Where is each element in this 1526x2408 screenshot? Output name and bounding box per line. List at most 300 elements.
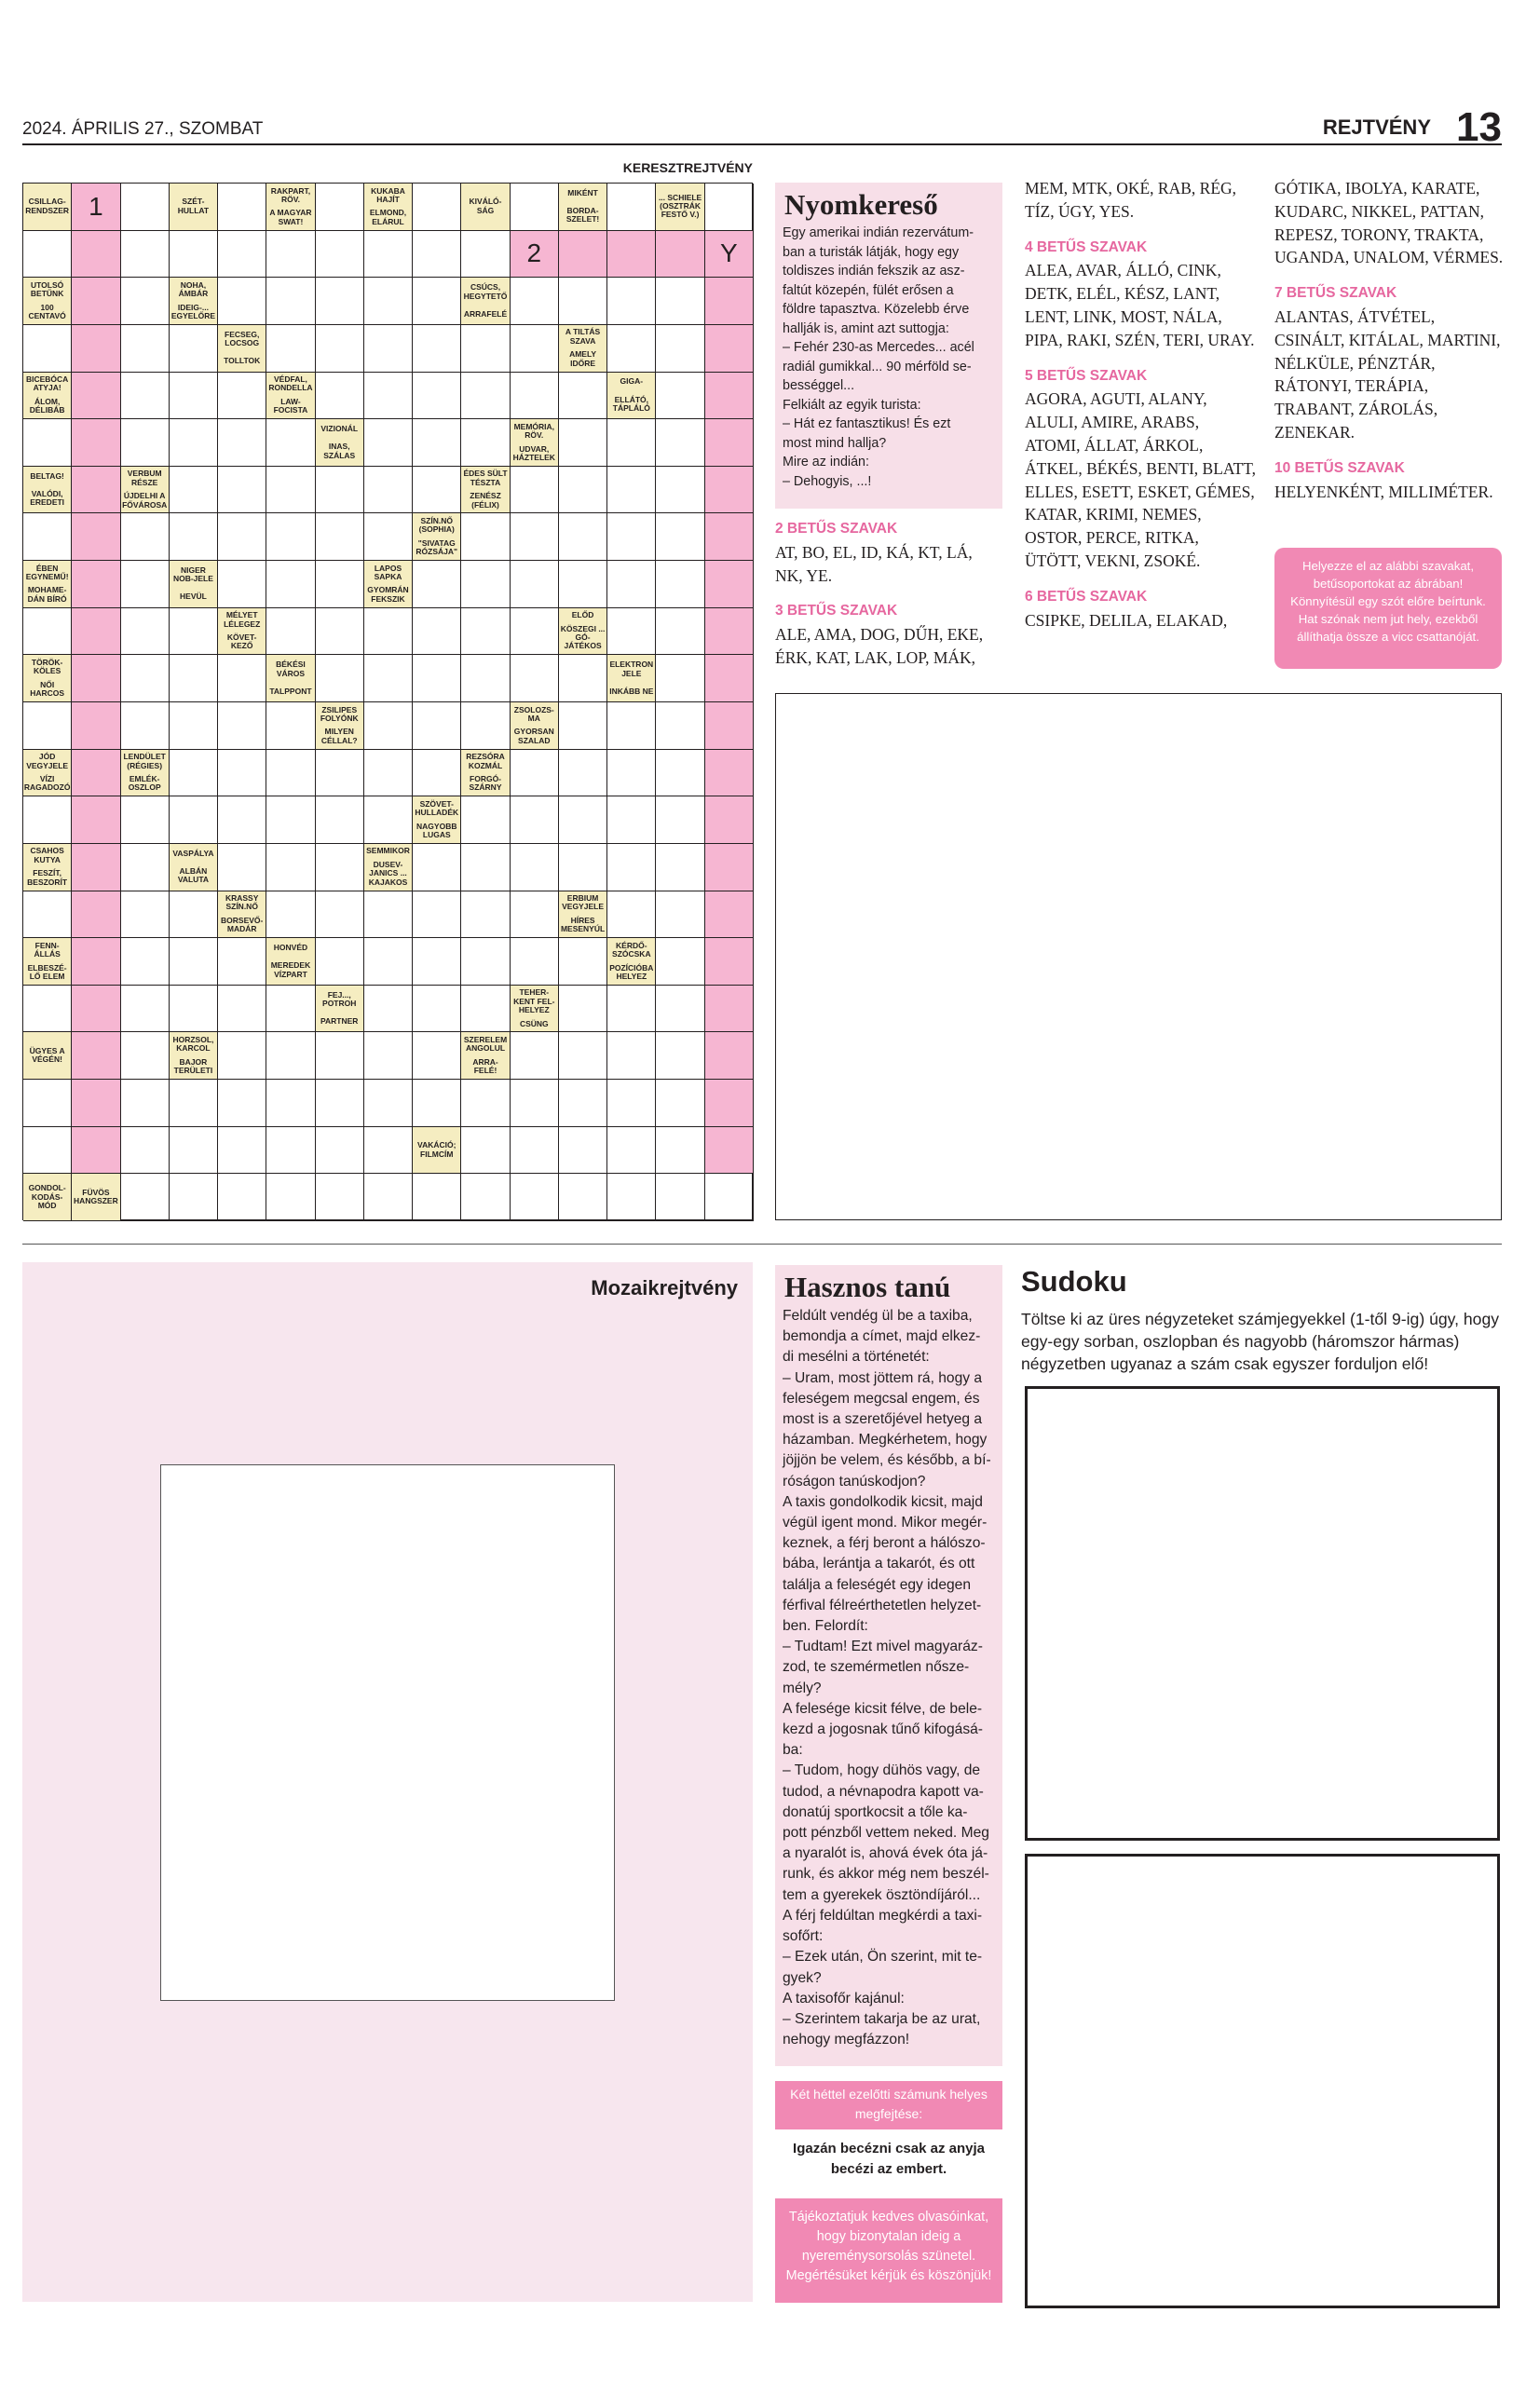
crossword-cell[interactable]: [170, 655, 218, 702]
crossword-cell[interactable]: [559, 561, 607, 608]
crossword-cell[interactable]: [656, 231, 704, 279]
crossword-cell[interactable]: [559, 231, 607, 279]
crossword-cell[interactable]: [656, 1032, 704, 1080]
crossword-cell[interactable]: [656, 702, 704, 750]
crossword-cell[interactable]: [705, 513, 754, 561]
story-line: A férj feldúltan megkérdi a taxi-: [783, 1907, 983, 1924]
crossword-cell[interactable]: [705, 1127, 754, 1175]
crossword-cell[interactable]: [461, 419, 510, 467]
crossword-cell[interactable]: [705, 373, 754, 420]
crossword-cell[interactable]: [316, 750, 364, 797]
crossword-cell[interactable]: [121, 373, 170, 420]
crossword-cell[interactable]: [316, 608, 364, 656]
crossword-cell[interactable]: [656, 373, 704, 420]
story-line: runk, és akkor még nem beszél-: [783, 1866, 989, 1883]
crossword-cell[interactable]: [364, 702, 413, 750]
crossword-cell[interactable]: [413, 1080, 461, 1127]
crossword-cell[interactable]: [656, 513, 704, 561]
crossword-cell[interactable]: [413, 373, 461, 420]
crossword-cell[interactable]: [266, 1032, 315, 1080]
crossword-cell[interactable]: [511, 325, 559, 373]
crossword-cell[interactable]: [170, 796, 218, 844]
crossword-cell[interactable]: [170, 608, 218, 656]
clue-text: CSILLAG-RENDSZER: [25, 197, 70, 215]
crossword-cell[interactable]: [170, 513, 218, 561]
crossword-cell[interactable]: [218, 561, 266, 608]
crossword-cell[interactable]: [170, 467, 218, 514]
crossword-cell[interactable]: [656, 608, 704, 656]
crossword-cell[interactable]: [461, 655, 510, 702]
header-rule: [22, 143, 1502, 145]
crossword-cell[interactable]: [559, 278, 607, 325]
crossword-cell[interactable]: [316, 467, 364, 514]
crossword-cell[interactable]: [656, 419, 704, 467]
crossword-cell[interactable]: [364, 467, 413, 514]
crossword-cell[interactable]: [72, 891, 120, 939]
crossword-clue-cell: [218, 891, 266, 939]
crossword-cell[interactable]: [316, 796, 364, 844]
crossword-cell[interactable]: [121, 513, 170, 561]
crossword-cell[interactable]: [656, 1174, 704, 1221]
crossword-clue-cell: [23, 750, 72, 797]
crossword-cell[interactable]: [121, 844, 170, 891]
crossword-cell[interactable]: [266, 1174, 315, 1221]
crossword-cell[interactable]: [218, 844, 266, 891]
clue-text: MOHAME-DÁN BÍRÓ: [27, 585, 67, 604]
crossword-cell[interactable]: [316, 844, 364, 891]
crossword-cell[interactable]: [656, 891, 704, 939]
crossword-cell[interactable]: [607, 325, 656, 373]
crossword-cell[interactable]: [607, 184, 656, 231]
crossword-cell[interactable]: [72, 419, 120, 467]
crossword-cell[interactable]: [218, 419, 266, 467]
crossword-cell[interactable]: [170, 1127, 218, 1175]
crossword-cell[interactable]: [23, 986, 72, 1033]
crossword-cell[interactable]: [705, 561, 754, 608]
crossword-cell[interactable]: [121, 796, 170, 844]
crossword-cell[interactable]: [23, 1080, 72, 1127]
crossword-cell[interactable]: [266, 231, 315, 279]
crossword-cell[interactable]: [72, 184, 120, 231]
crossword-cell[interactable]: [170, 750, 218, 797]
crossword-cell[interactable]: [72, 655, 120, 702]
clue-text: SZÉT-HULLAT: [177, 197, 210, 215]
crossword-cell[interactable]: [705, 278, 754, 325]
crossword-cell[interactable]: [413, 325, 461, 373]
crossword-cell[interactable]: [607, 561, 656, 608]
crossword-cell[interactable]: [170, 1080, 218, 1127]
crossword-cell[interactable]: [364, 513, 413, 561]
crossword-cell[interactable]: [72, 986, 120, 1033]
crossword-cell[interactable]: [559, 750, 607, 797]
crossword-cell[interactable]: [218, 1174, 266, 1221]
crossword-cell[interactable]: [266, 467, 315, 514]
crossword-cell[interactable]: [705, 467, 754, 514]
crossword-cell[interactable]: [316, 1127, 364, 1175]
crossword-cell[interactable]: [364, 1080, 413, 1127]
crossword-cell[interactable]: [511, 184, 559, 231]
crossword-cell[interactable]: [413, 702, 461, 750]
crossword-cell[interactable]: [607, 796, 656, 844]
crossword-cell[interactable]: [218, 1127, 266, 1175]
crossword-cell[interactable]: [607, 1080, 656, 1127]
crossword-cell[interactable]: [511, 750, 559, 797]
crossword-cell[interactable]: [607, 231, 656, 279]
crossword-cell[interactable]: [364, 1032, 413, 1080]
crossword-cell[interactable]: [218, 467, 266, 514]
crossword-cell[interactable]: [218, 278, 266, 325]
crossword-cell[interactable]: [23, 231, 72, 279]
crossword-cell[interactable]: [218, 655, 266, 702]
crossword-cell[interactable]: [170, 891, 218, 939]
crossword-cell[interactable]: [218, 373, 266, 420]
crossword-cell[interactable]: [511, 1127, 559, 1175]
crossword-cell[interactable]: [121, 1032, 170, 1080]
crossword-cell[interactable]: [461, 608, 510, 656]
crossword-cell[interactable]: [218, 938, 266, 986]
crossword-cell[interactable]: [413, 419, 461, 467]
crossword-cell[interactable]: [413, 278, 461, 325]
crossword-cell[interactable]: [218, 184, 266, 231]
crossword-cell[interactable]: [170, 702, 218, 750]
crossword-cell[interactable]: [656, 938, 704, 986]
crossword-cell[interactable]: [607, 750, 656, 797]
crossword-cell[interactable]: [121, 655, 170, 702]
crossword-cell[interactable]: [364, 986, 413, 1033]
crossword-cell[interactable]: [607, 986, 656, 1033]
crossword-cell[interactable]: [72, 231, 120, 279]
crossword-cell[interactable]: [511, 467, 559, 514]
crossword-cell[interactable]: [656, 1080, 704, 1127]
crossword-cell[interactable]: [266, 513, 315, 561]
crossword-cell[interactable]: [461, 1174, 510, 1221]
crossword-cell[interactable]: [121, 419, 170, 467]
crossword-cell[interactable]: [413, 608, 461, 656]
crossword-cell[interactable]: [413, 938, 461, 986]
crossword-cell[interactable]: [316, 231, 364, 279]
crossword-cell[interactable]: [266, 278, 315, 325]
crossword-cell[interactable]: [266, 1080, 315, 1127]
crossword-cell[interactable]: [266, 702, 315, 750]
crossword-cell[interactable]: [72, 844, 120, 891]
clue-text: TOLLTOK: [224, 356, 261, 366]
crossword-cell[interactable]: [218, 796, 266, 844]
crossword-cell[interactable]: [461, 1080, 510, 1127]
crossword-cell[interactable]: [413, 1174, 461, 1221]
crossword-cell[interactable]: [218, 231, 266, 279]
crossword-cell[interactable]: [511, 1080, 559, 1127]
crossword-cell[interactable]: [461, 373, 510, 420]
crossword-cell[interactable]: [511, 278, 559, 325]
crossword-cell[interactable]: [559, 1080, 607, 1127]
crossword-cell[interactable]: [413, 231, 461, 279]
crossword-cell[interactable]: [72, 513, 120, 561]
crossword-cell[interactable]: [705, 1174, 754, 1221]
crossword-cell[interactable]: [705, 938, 754, 986]
crossword-cell[interactable]: [266, 419, 315, 467]
crossword-cell[interactable]: [607, 702, 656, 750]
crossword-cell[interactable]: [559, 702, 607, 750]
crossword-cell[interactable]: [72, 373, 120, 420]
crossword-cell[interactable]: [364, 278, 413, 325]
crossword-cell[interactable]: [559, 513, 607, 561]
crossword-cell[interactable]: [23, 891, 72, 939]
crossword-cell[interactable]: [461, 702, 510, 750]
crossword-cell[interactable]: [413, 986, 461, 1033]
crossword-cell[interactable]: [656, 561, 704, 608]
crossword-cell[interactable]: [461, 513, 510, 561]
crossword-cell[interactable]: [413, 561, 461, 608]
crossword-cell[interactable]: [511, 1032, 559, 1080]
crossword-cell[interactable]: [559, 986, 607, 1033]
crossword-cell[interactable]: [170, 1174, 218, 1221]
crossword-cell[interactable]: [364, 1174, 413, 1221]
crossword-cell[interactable]: [23, 513, 72, 561]
crossword-cell[interactable]: [461, 796, 510, 844]
crossword-cell[interactable]: [607, 1174, 656, 1221]
crossword-cell[interactable]: [72, 608, 120, 656]
crossword-cell[interactable]: [121, 608, 170, 656]
crossword-cell[interactable]: [705, 844, 754, 891]
crossword-cell[interactable]: [170, 231, 218, 279]
crossword-cell[interactable]: [72, 325, 120, 373]
crossword-cell[interactable]: [656, 278, 704, 325]
crossword-cell[interactable]: [461, 231, 510, 279]
crossword-cell[interactable]: [170, 986, 218, 1033]
crossword-cell[interactable]: [121, 986, 170, 1033]
crossword-cell[interactable]: [218, 986, 266, 1033]
crossword-cell[interactable]: [316, 325, 364, 373]
crossword-cell[interactable]: [511, 938, 559, 986]
crossword-cell[interactable]: [461, 938, 510, 986]
crossword-cell[interactable]: [559, 373, 607, 420]
crossword-cell[interactable]: [511, 513, 559, 561]
section-title: REJTVÉNY: [1322, 116, 1431, 139]
clue-text: KÉRDŐ-SZÓCSKA: [612, 940, 651, 959]
crossword-cell[interactable]: [511, 796, 559, 844]
crossword-cell[interactable]: [121, 231, 170, 279]
crossword-cell[interactable]: [364, 325, 413, 373]
crossword-cell[interactable]: [413, 467, 461, 514]
crossword-clue-cell: [316, 419, 364, 467]
crossword-cell[interactable]: [218, 513, 266, 561]
crossword-cell[interactable]: [170, 325, 218, 373]
crossword-cell[interactable]: [121, 1174, 170, 1221]
crossword-cell[interactable]: [559, 1127, 607, 1175]
crossword-cell[interactable]: [705, 419, 754, 467]
crossword-cell[interactable]: [656, 844, 704, 891]
crossword-clue-cell: [511, 702, 559, 750]
crossword-cell[interactable]: [559, 467, 607, 514]
crossword-cell[interactable]: [413, 750, 461, 797]
crossword-cell[interactable]: [705, 986, 754, 1033]
crossword-cell[interactable]: [218, 750, 266, 797]
crossword-cell[interactable]: [364, 750, 413, 797]
crossword-cell[interactable]: [266, 891, 315, 939]
crossword-cell[interactable]: [559, 796, 607, 844]
crossword-cell[interactable]: [170, 373, 218, 420]
crossword-cell[interactable]: [121, 278, 170, 325]
crossword-cell[interactable]: [705, 608, 754, 656]
crossword-cell[interactable]: [607, 844, 656, 891]
crossword-cell[interactable]: [316, 1032, 364, 1080]
crossword-cell[interactable]: [705, 796, 754, 844]
crossword-cell[interactable]: [511, 1174, 559, 1221]
crossword-cell[interactable]: [461, 1127, 510, 1175]
crossword-cell[interactable]: [316, 513, 364, 561]
crossword-cell[interactable]: [364, 796, 413, 844]
crossword-cell[interactable]: [72, 467, 120, 514]
crossword-cell[interactable]: [511, 891, 559, 939]
crossword-cell[interactable]: [121, 184, 170, 231]
crossword-cell[interactable]: [705, 325, 754, 373]
crossword-cell[interactable]: [461, 561, 510, 608]
crossword-cell[interactable]: [121, 1080, 170, 1127]
crossword-cell[interactable]: [266, 1127, 315, 1175]
crossword-cell[interactable]: [705, 1032, 754, 1080]
crossword-cell[interactable]: [559, 1174, 607, 1221]
crossword-cell[interactable]: [656, 655, 704, 702]
crossword-cell[interactable]: [705, 1080, 754, 1127]
crossword-cell[interactable]: [607, 513, 656, 561]
crossword-cell[interactable]: [511, 231, 559, 279]
crossword-cell[interactable]: [364, 891, 413, 939]
crossword-cell[interactable]: [121, 561, 170, 608]
crossword-cell[interactable]: [705, 231, 754, 279]
crossword-cell[interactable]: [266, 986, 315, 1033]
crossword-cell[interactable]: [316, 1174, 364, 1221]
crossword-cell[interactable]: [705, 702, 754, 750]
crossword-cell[interactable]: [413, 891, 461, 939]
crossword-cell[interactable]: [23, 325, 72, 373]
crossword-cell[interactable]: [461, 325, 510, 373]
crossword-clue-cell: [364, 184, 413, 231]
crossword-cell[interactable]: [511, 655, 559, 702]
crossword-cell[interactable]: [316, 373, 364, 420]
crossword-cell[interactable]: [72, 796, 120, 844]
crossword-cell[interactable]: [266, 844, 315, 891]
crossword-cell[interactable]: [413, 184, 461, 231]
crossword-clue-cell: [656, 184, 704, 231]
crossword-cell[interactable]: [72, 278, 120, 325]
crossword-cell[interactable]: [559, 1032, 607, 1080]
crossword-cell[interactable]: [121, 702, 170, 750]
crossword-cell[interactable]: [705, 891, 754, 939]
crossword-cell[interactable]: [559, 844, 607, 891]
crossword-cell[interactable]: [705, 655, 754, 702]
crossword-cell[interactable]: [461, 986, 510, 1033]
crossword-cell[interactable]: [559, 655, 607, 702]
crossword-cell[interactable]: [656, 750, 704, 797]
crossword-cell[interactable]: [266, 750, 315, 797]
crossword-cell[interactable]: [364, 373, 413, 420]
crossword-cell[interactable]: [316, 655, 364, 702]
page-number: 13: [1456, 104, 1502, 150]
crossword-cell[interactable]: [656, 325, 704, 373]
crossword-cell[interactable]: [218, 702, 266, 750]
crossword-cell[interactable]: [218, 1080, 266, 1127]
clue-text: ERBIUM VEGYJELE: [562, 893, 604, 912]
crossword-cell[interactable]: [121, 1127, 170, 1175]
crossword-cell[interactable]: [316, 938, 364, 986]
crossword-cell[interactable]: [316, 278, 364, 325]
crossword-cell[interactable]: [364, 655, 413, 702]
crossword-cell[interactable]: [607, 419, 656, 467]
crossword-cell[interactable]: [461, 844, 510, 891]
crossword-cell[interactable]: [656, 1127, 704, 1175]
crossword-clue-cell: [170, 184, 218, 231]
crossword-cell[interactable]: [72, 702, 120, 750]
crossword-cell[interactable]: [72, 1080, 120, 1127]
crossword-cell[interactable]: [413, 655, 461, 702]
crossword-cell[interactable]: [170, 419, 218, 467]
crossword-cell[interactable]: [72, 561, 120, 608]
crossword-cell[interactable]: [72, 1127, 120, 1175]
crossword-cell[interactable]: [316, 891, 364, 939]
crossword-cell[interactable]: [511, 608, 559, 656]
crossword-cell[interactable]: [23, 796, 72, 844]
crossword-cell[interactable]: [316, 1080, 364, 1127]
crossword-cell[interactable]: [266, 608, 315, 656]
crossword-cell[interactable]: [23, 419, 72, 467]
crossword-cell[interactable]: [511, 844, 559, 891]
crossword-cell[interactable]: [72, 750, 120, 797]
crossword-cell[interactable]: [266, 325, 315, 373]
crossword-cell[interactable]: [364, 608, 413, 656]
crossword-cell[interactable]: [364, 1127, 413, 1175]
crossword-cell[interactable]: [559, 938, 607, 986]
crossword-cell[interactable]: [656, 986, 704, 1033]
crossword-cell[interactable]: [607, 608, 656, 656]
crossword-cell[interactable]: [72, 1032, 120, 1080]
crossword-cell[interactable]: [316, 184, 364, 231]
clue-text: 100 CENTAVÓ: [28, 302, 66, 320]
crossword-cell[interactable]: [72, 938, 120, 986]
crossword-cell[interactable]: [559, 419, 607, 467]
crossword-cell[interactable]: [607, 278, 656, 325]
crossword-cell[interactable]: [413, 844, 461, 891]
crossword-cell[interactable]: [170, 938, 218, 986]
crossword-cell[interactable]: [607, 891, 656, 939]
clue-text: FENN-ÁLLÁS: [34, 940, 61, 959]
crossword-cell[interactable]: [364, 419, 413, 467]
crossword-cell[interactable]: [511, 561, 559, 608]
crossword-cell[interactable]: [705, 750, 754, 797]
crossword-cell[interactable]: [656, 467, 704, 514]
crossword-cell[interactable]: [121, 325, 170, 373]
crossword-cell[interactable]: [607, 1032, 656, 1080]
crossword-cell[interactable]: [705, 184, 754, 231]
crossword-cell[interactable]: [121, 891, 170, 939]
crossword-cell[interactable]: [364, 938, 413, 986]
crossword-cell[interactable]: [121, 938, 170, 986]
crossword-cell[interactable]: [316, 561, 364, 608]
crossword-cell[interactable]: [266, 561, 315, 608]
crossword-cell[interactable]: [364, 231, 413, 279]
crossword-cell[interactable]: [607, 467, 656, 514]
crossword-cell[interactable]: [656, 796, 704, 844]
clue-text: NIGER NOB-JELE: [172, 565, 213, 584]
crossword-cell[interactable]: [23, 608, 72, 656]
crossword-cell[interactable]: [23, 702, 72, 750]
crossword-cell[interactable]: [266, 796, 315, 844]
crossword-cell[interactable]: [413, 1032, 461, 1080]
crossword-cell[interactable]: [607, 1127, 656, 1175]
crossword-cell[interactable]: [23, 1127, 72, 1175]
crossword-cell[interactable]: [218, 1032, 266, 1080]
crossword-cell[interactable]: [511, 373, 559, 420]
crossword-cell[interactable]: [461, 891, 510, 939]
